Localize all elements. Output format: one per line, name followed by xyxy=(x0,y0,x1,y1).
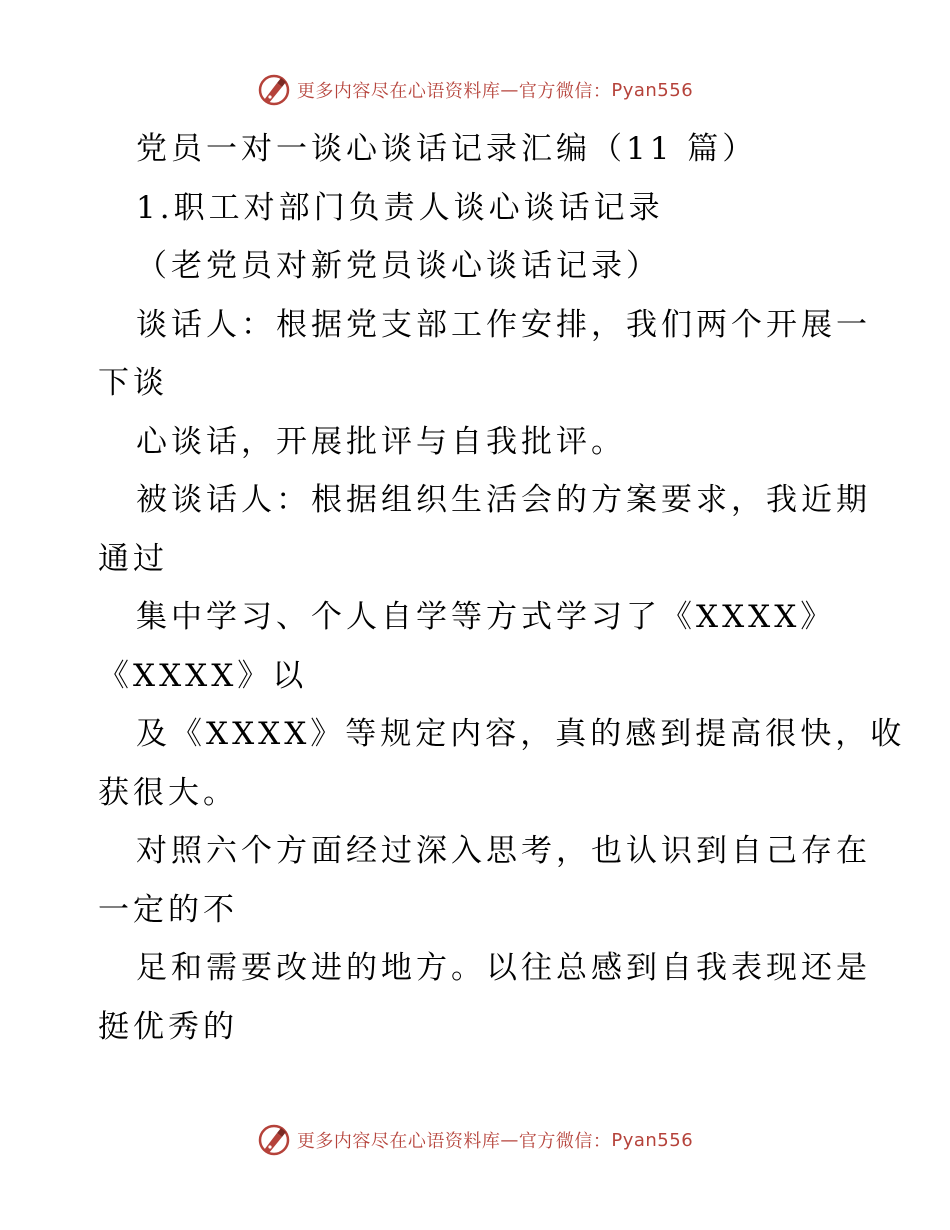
text-line: 挺优秀的 xyxy=(98,1008,238,1045)
watermark-site-text: 更多内容尽在心语资料库 xyxy=(296,81,501,102)
pen-logo-icon xyxy=(257,73,291,107)
document-title: 党员一对一谈心谈话记录汇编（11 篇） xyxy=(136,131,758,167)
watermark-separator: — xyxy=(500,79,519,101)
text-line: 对照六个方面经过深入思考，也认识到自己存在 xyxy=(136,833,871,869)
document-body xyxy=(98,120,906,1056)
text-line: 获很大。 xyxy=(98,774,238,811)
section-heading: 1.职工对部门负责人谈心谈话记录 xyxy=(136,189,664,226)
watermark-wechat-id: Pyan556 xyxy=(611,1129,694,1151)
watermark-footer xyxy=(0,1120,950,1160)
text-line: 谈话人：根据党支部工作安排，我们两个开展一 xyxy=(136,306,871,343)
text-line: 下谈 xyxy=(98,365,168,401)
text-line: 《XXXX》以 xyxy=(98,657,308,694)
watermark-wechat-id: Pyan556 xyxy=(611,79,694,101)
text-line: 通过 xyxy=(98,540,168,577)
text-line: 足和需要改进的地方。以往总感到自我表现还是 xyxy=(136,950,871,986)
pen-logo-icon xyxy=(257,1123,291,1157)
text-line: 被谈话人：根据组织生活会的方案要求，我近期 xyxy=(136,482,871,518)
watermark-site-text: 更多内容尽在心语资料库 xyxy=(296,1131,501,1152)
text-line: 一定的不 xyxy=(98,891,238,928)
text-line: 及《XXXX》等规定内容，真的感到提高很快，收 xyxy=(136,716,906,752)
watermark-wechat-label: 官方微信： xyxy=(518,81,612,102)
watermark-header xyxy=(0,70,950,110)
section-subheading: （老党员对新党员谈心谈话记录） xyxy=(136,248,661,284)
watermark-wechat-label: 官方微信： xyxy=(518,1131,612,1152)
text-line: 集中学习、个人自学等方式学习了《XXXX》 xyxy=(136,599,836,635)
watermark-separator: — xyxy=(500,1129,519,1151)
text-line: 心谈话，开展批评与自我批评。 xyxy=(136,423,626,460)
